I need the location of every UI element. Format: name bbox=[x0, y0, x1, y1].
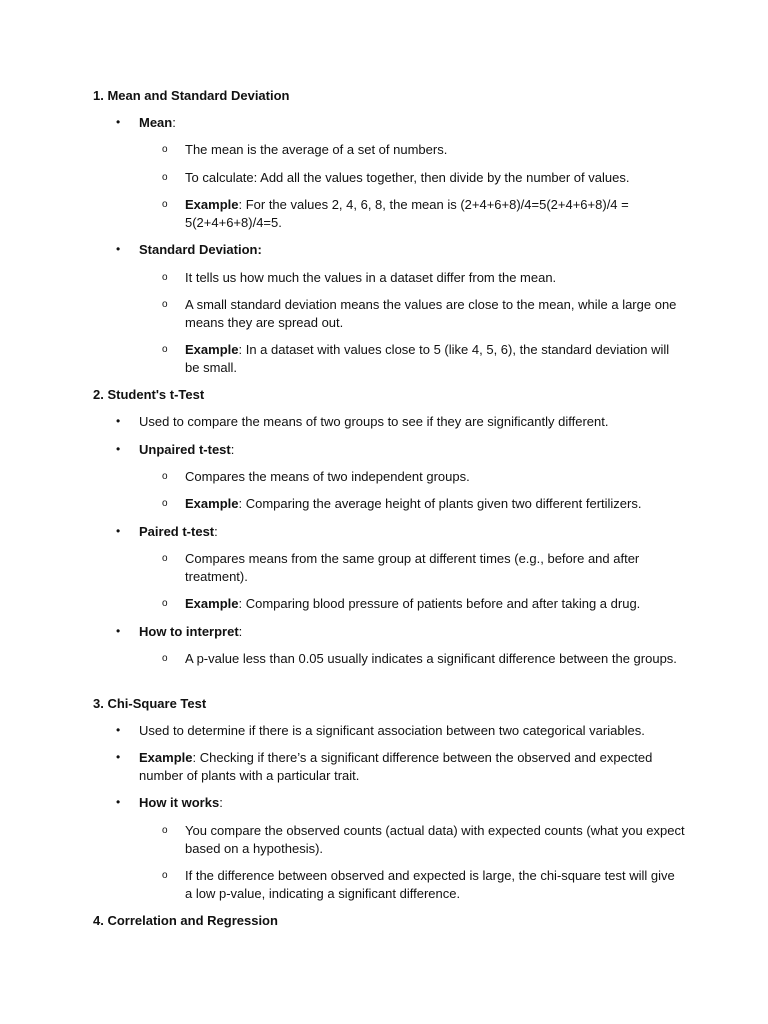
list-item-t-test-intro bbox=[116, 413, 684, 431]
example-label: Example bbox=[185, 496, 239, 511]
bullet-icon: • bbox=[116, 624, 121, 638]
list-item-p-value bbox=[162, 650, 685, 668]
circle-bullet-icon: o bbox=[162, 653, 168, 664]
item-text: Used to compare the means of two groups to see if they are significantly different. bbox=[139, 414, 609, 429]
section-heading-t-test: 2. Student's t-Test bbox=[93, 387, 205, 402]
circle-bullet-icon: o bbox=[162, 870, 168, 881]
circle-bullet-icon: o bbox=[162, 299, 168, 310]
list-item-observed-expected bbox=[162, 822, 685, 857]
list-item-how-it-works bbox=[116, 794, 684, 812]
list-item-sd-example bbox=[162, 341, 685, 376]
term-suffix: : bbox=[230, 442, 235, 457]
circle-bullet-icon: o bbox=[162, 498, 168, 509]
circle-bullet-icon: o bbox=[162, 272, 168, 283]
bullet-icon: • bbox=[116, 723, 121, 737]
section-heading-mean-sd: 1. Mean and Standard Deviation bbox=[93, 88, 290, 103]
item-text: Compares means from the same group at different times (e.g., before and after treatment). bbox=[185, 551, 640, 584]
list-item-paired-example bbox=[162, 595, 685, 613]
list-item-mean-example bbox=[162, 196, 685, 231]
list-item-standard-deviation bbox=[116, 241, 684, 259]
list-item-paired-definition bbox=[162, 550, 685, 585]
example-label: Example bbox=[185, 197, 239, 212]
item-text: The mean is the average of a set of numbers. bbox=[185, 142, 448, 157]
circle-bullet-icon: o bbox=[162, 471, 168, 482]
list-item-mean bbox=[116, 114, 684, 132]
list-item-large-difference bbox=[162, 867, 685, 902]
bullet-icon: • bbox=[116, 242, 121, 256]
section-heading-chi-square: 3. Chi-Square Test bbox=[93, 696, 207, 711]
item-text: You compare the observed counts (actual data) with expected counts (what you expect based on a hypothesis). bbox=[185, 823, 685, 856]
item-text: If the difference between observed and expected is large, the chi-square test will give a low p-value, indicating a significant difference. bbox=[185, 868, 675, 901]
list-item-sd-spread bbox=[162, 296, 685, 331]
example-label: Example bbox=[185, 596, 239, 611]
term-suffix: : bbox=[172, 115, 176, 130]
item-text: Compares the means of two independent groups. bbox=[185, 469, 470, 484]
list-item-chi-square-intro bbox=[116, 722, 684, 740]
item-text: : In a dataset with values close to 5 (like 4, 5, 6), the standard deviation will be small. bbox=[185, 342, 670, 375]
bullet-icon: • bbox=[116, 442, 121, 456]
example-label: Example bbox=[185, 342, 239, 357]
item-text: A small standard deviation means the values are close to the mean, while a large one means they are spread out. bbox=[185, 297, 677, 330]
circle-bullet-icon: o bbox=[162, 199, 168, 210]
term-standard-deviation: Standard Deviation: bbox=[139, 242, 262, 257]
circle-bullet-icon: o bbox=[162, 172, 168, 183]
item-text: It tells us how much the values in a dataset differ from the mean. bbox=[185, 270, 557, 285]
item-text: A p-value less than 0.05 usually indicates a significant difference between the groups. bbox=[185, 651, 677, 666]
section-heading-correlation: 4. Correlation and Regression bbox=[93, 913, 278, 928]
item-text: : Comparing blood pressure of patients before and after taking a drug. bbox=[238, 596, 641, 611]
item-text: : For the values 2, 4, 6, 8, the mean is (2+4+6+8)/4=5(2+4+6+8)/4 = 5(2+4+6+8)/4=5. bbox=[185, 197, 629, 230]
list-item-paired-t-test bbox=[116, 523, 684, 541]
bullet-icon: • bbox=[116, 524, 121, 538]
list-item-sd-definition bbox=[162, 269, 685, 287]
example-label: Example bbox=[139, 750, 193, 765]
item-text: Used to determine if there is a significant association between two categorical variables. bbox=[139, 723, 645, 738]
item-text: : Comparing the average height of plants given two different fertilizers. bbox=[238, 496, 642, 511]
list-item-chi-square-example bbox=[116, 749, 684, 784]
circle-bullet-icon: o bbox=[162, 598, 168, 609]
circle-bullet-icon: o bbox=[162, 344, 168, 355]
bullet-icon: • bbox=[116, 115, 121, 129]
list-item-mean-definition bbox=[162, 141, 685, 159]
term-how-it-works: How it works bbox=[139, 795, 220, 810]
bullet-icon: • bbox=[116, 795, 121, 809]
term-unpaired-t-test: Unpaired t-test bbox=[139, 442, 231, 457]
circle-bullet-icon: o bbox=[162, 553, 168, 564]
item-text: To calculate: Add all the values together, then divide by the number of values. bbox=[185, 170, 630, 185]
term-mean: Mean bbox=[139, 115, 173, 130]
term-suffix: : bbox=[238, 624, 243, 639]
term-how-to-interpret: How to interpret bbox=[139, 624, 239, 639]
list-item-mean-calculate bbox=[162, 169, 685, 187]
term-paired-t-test: Paired t-test bbox=[139, 524, 215, 539]
bullet-icon: • bbox=[116, 750, 121, 764]
term-suffix: : bbox=[219, 795, 223, 810]
circle-bullet-icon: o bbox=[162, 144, 168, 155]
list-item-unpaired-definition bbox=[162, 468, 685, 486]
list-item-how-to-interpret bbox=[116, 623, 684, 641]
list-item-unpaired-example bbox=[162, 495, 685, 513]
list-item-unpaired-t-test bbox=[116, 441, 684, 459]
term-suffix: : bbox=[214, 524, 218, 539]
item-text: : Checking if there’s a significant difference between the observed and expected number of plants with a particular trait. bbox=[139, 750, 653, 783]
bullet-icon: • bbox=[116, 414, 121, 428]
circle-bullet-icon: o bbox=[162, 825, 168, 836]
